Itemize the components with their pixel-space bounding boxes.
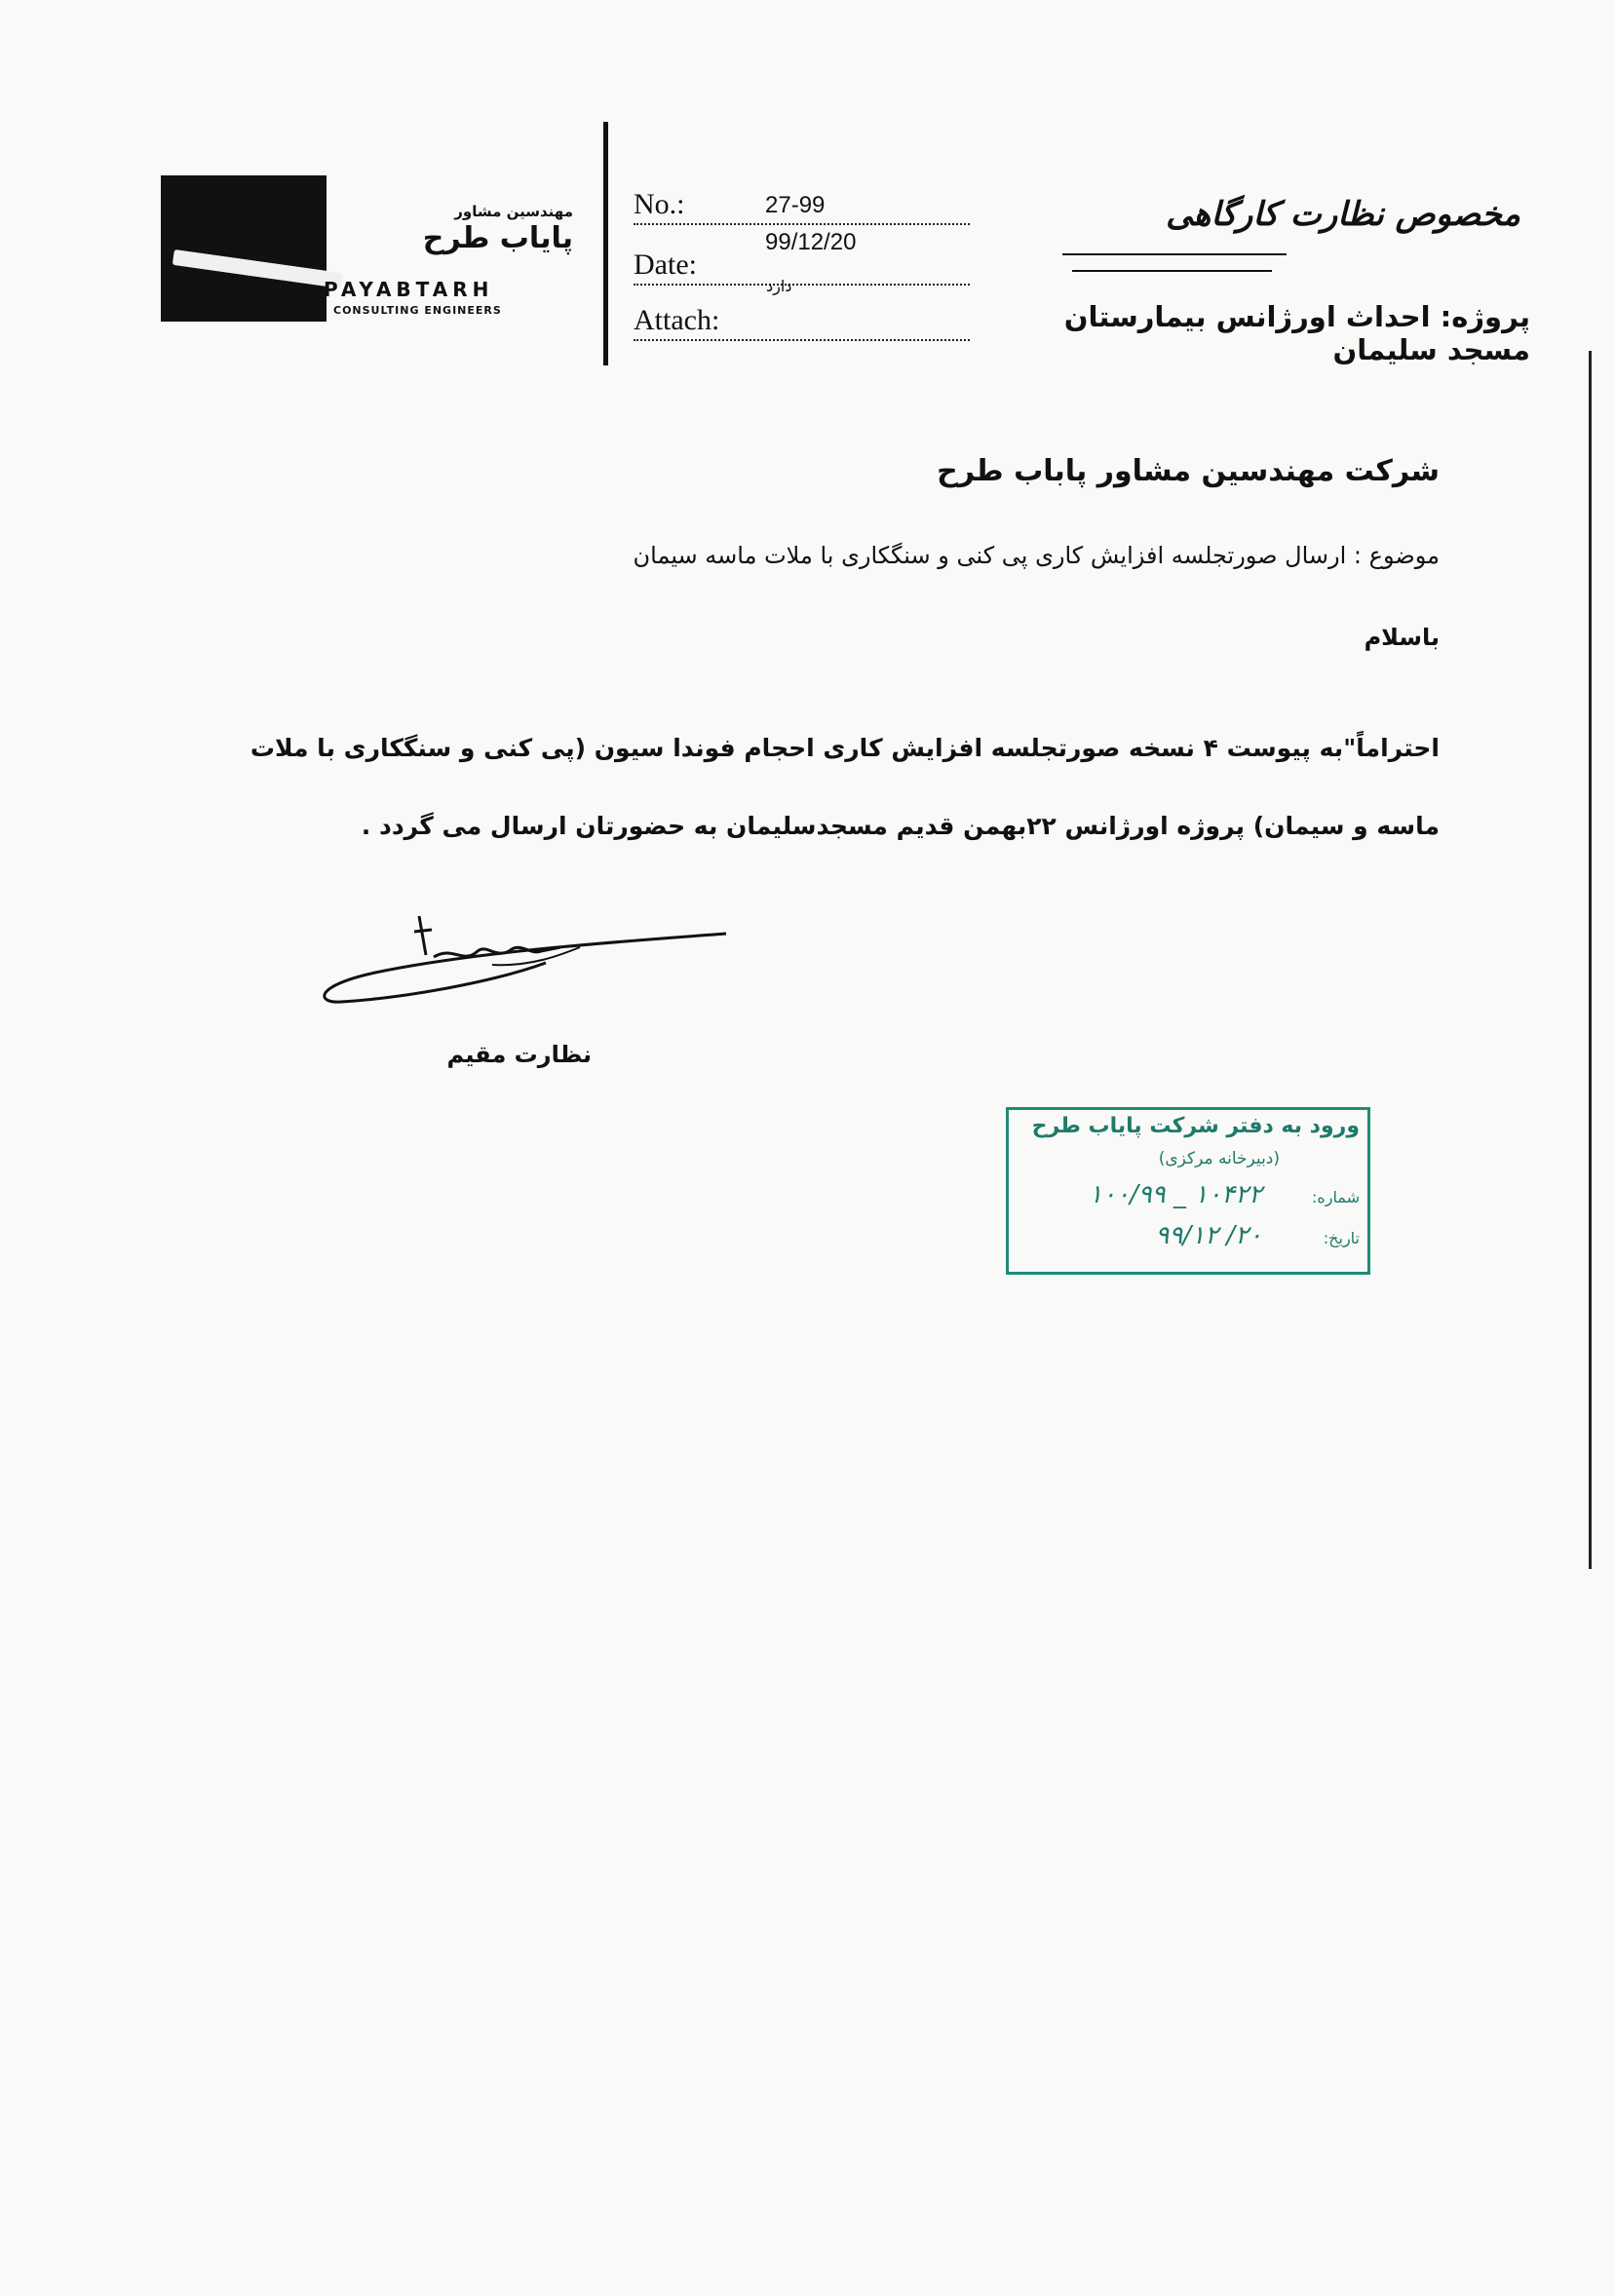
signature-icon	[317, 897, 746, 1033]
greeting: باسلام	[1364, 624, 1440, 651]
stamp-title: ورود به دفتر شرکت پایاب طرح	[1031, 1114, 1360, 1138]
heading-underline	[1062, 253, 1287, 255]
stamp-number-value: ۱۰۰/۹۹ _ ۱۰۴۲۲	[1089, 1180, 1262, 1209]
letter-number-label: No.:	[634, 188, 685, 220]
logo-subtitle-fa: مهندسین مشاور	[454, 203, 573, 220]
header-divider	[603, 122, 608, 365]
heading-underline	[1072, 270, 1272, 272]
recipient: شرکت مهندسین مشاور پاباب طرح	[937, 454, 1440, 488]
letter-number-value: 27-99	[765, 192, 826, 218]
signature-title: نظارت مقیم	[446, 1041, 592, 1068]
reception-stamp	[1006, 1107, 1370, 1275]
logo-name-en: PAYABTARH	[324, 278, 494, 301]
letter-number-field	[634, 188, 970, 225]
stamp-date-label: تاریخ:	[1323, 1229, 1360, 1247]
attachment-note: دارد	[766, 277, 792, 295]
letter-date-label: Date:	[634, 249, 697, 281]
stamp-subtitle: (دبیرخانه مرکزی)	[1158, 1149, 1280, 1168]
letter-date-field	[634, 229, 970, 286]
logo-subtitle-en: CONSULTING ENGINEERS	[333, 304, 502, 317]
body-paragraph: احتراماً"به پیوست ۴ نسخه صورتجلسه افزایش کاری احجام فوندا سیون (پی کنی و سنگکاری با ملات ماسه و سیمان) پروژه اورژانس ۲۲بهمن قدیم مسجدسلیمان به حضورتان ارسال می گردد .	[250, 734, 1440, 840]
stamp-date-value: ۹۹/۱۲ /۲۰	[1155, 1221, 1262, 1250]
page-edge-line	[1589, 351, 1592, 1569]
logo-name-fa: پایاب طرح	[422, 221, 573, 255]
company-logo-mark	[161, 175, 327, 322]
attachment-label: Attach:	[634, 304, 720, 336]
project-title: پروژه: احداث اورژانس بیمارستان مسجد سلیمان	[1063, 300, 1530, 366]
attachment-field	[634, 304, 970, 341]
letter-date-value: 99/12/20	[765, 229, 857, 255]
subject-line: موضوع : ارسال صورتجلسه افزایش کاری پی کنی و سنگکاری با ملات ماسه سیمان	[633, 542, 1440, 569]
special-heading: مخصوص نظارت کارگاهی	[1166, 195, 1520, 234]
stamp-number-label: شماره:	[1311, 1188, 1360, 1206]
